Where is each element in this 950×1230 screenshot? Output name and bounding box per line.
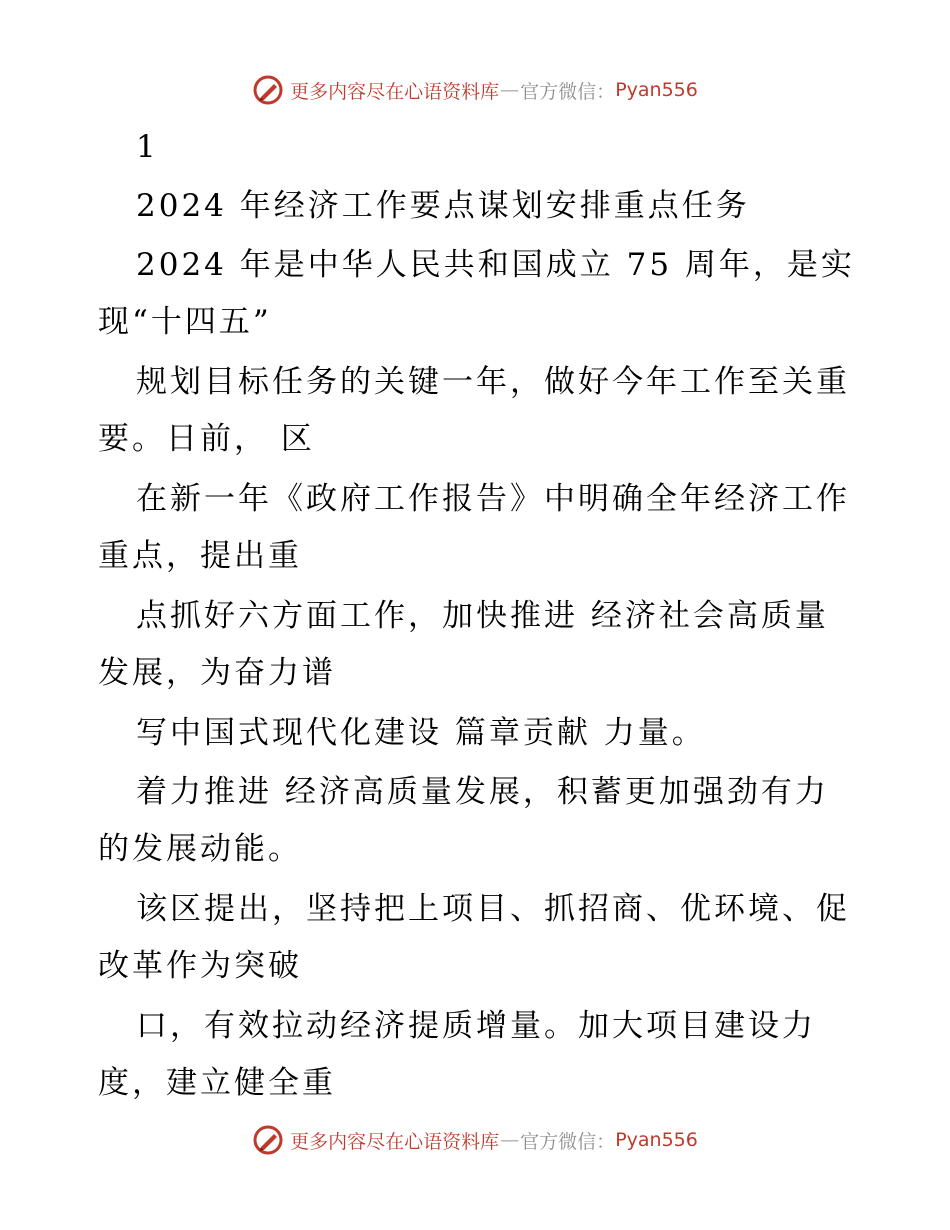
body-line: 着力推进 经济高质量发展，积蓄更加强劲有力 [136,774,829,810]
body-line: 度，建立健全重 [98,1065,336,1101]
body-line: 写中国式现代化建设 篇章贡献 力量。 [136,715,706,751]
footer-banner-text: 更多内容尽在心语资料库 [290,1130,500,1153]
body-line: 改革作为突破 [98,948,302,984]
body-line: 规划目标任务的关键一年，做好今年工作至关重 [136,364,850,400]
footer-banner-dash: — [500,1129,520,1151]
body-line: 的发展动能。 [98,831,302,867]
body-line: 发展，为奋力谱 [98,655,336,691]
body-line: 2024 年是中华人民共和国成立 75 周年，是实 [136,247,855,283]
body-line: 重点，提出重 [98,538,302,574]
footer-wechat-label: 官方微信： [520,1130,616,1153]
body-line: 要。日前， 区 [98,421,315,457]
body-line: 点抓好六方面工作，加快推进 经济社会高质量 [136,598,829,634]
footer-wechat-id: Pyan556 [615,1129,698,1151]
header-wechat-label: 官方微信： [520,80,616,103]
body-line: 该区提出，坚持把上项目、抓招商、优环境、促 [136,891,850,927]
header-banner-dash: — [500,79,520,101]
body-line: 在新一年《政府工作报告》中明确全年经济工作 [136,481,850,517]
header-wechat-id: Pyan556 [615,79,698,101]
body-line: 现“十四五” [98,304,272,340]
page-number: 1 [136,129,159,165]
body-line: 口，有效拉动经济提质增量。加大项目建设力 [136,1008,816,1044]
pen-logo-icon [252,1124,284,1156]
footer-banner [0,1120,950,1160]
pen-logo-icon [252,74,284,106]
header-banner [0,70,950,110]
document-title: 2024 年经济工作要点谋划安排重点任务 [136,188,750,224]
header-banner-text: 更多内容尽在心语资料库 [290,80,500,103]
